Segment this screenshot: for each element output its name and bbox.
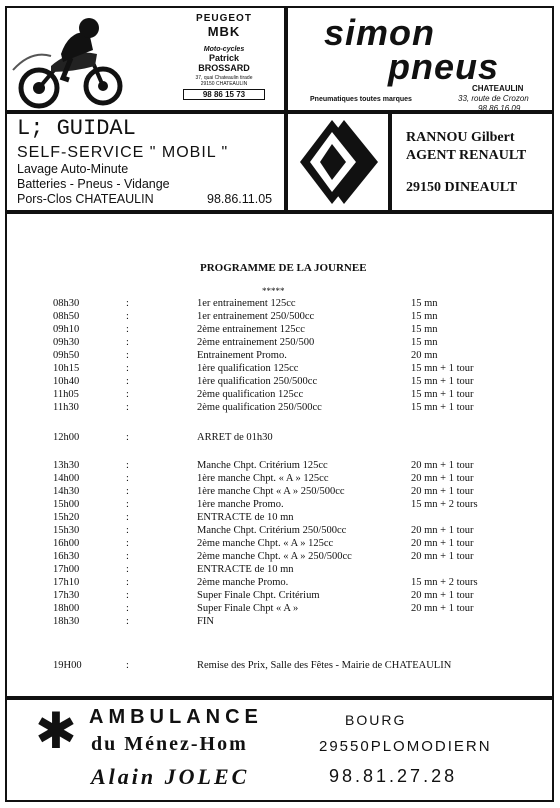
schedule-event: ENTRACTE de 10 mn	[197, 564, 294, 575]
schedule-event: Manche Chpt. Critérium 125cc	[197, 460, 328, 471]
ambulance-subtitle: du Ménez-Hom	[91, 733, 248, 755]
rannou-title: AGENT RENAULT	[406, 148, 527, 163]
schedule-separator: :	[126, 389, 129, 400]
guidal-services: Batteries - Pneus - Vidange	[17, 177, 170, 191]
schedule-event: FIN	[197, 616, 214, 627]
schedule-row	[5, 537, 525, 550]
guidal-address: Pors-Clos CHATEAULIN	[17, 192, 154, 206]
schedule-event: 1ère manche Chpt « A » 250/500cc	[197, 486, 345, 497]
simon-phone: 98.86.16.09	[478, 104, 521, 113]
schedule-row	[5, 498, 525, 511]
moto-shop-ad	[5, 6, 286, 112]
schedule-separator: :	[126, 512, 129, 523]
simon-pneus-ad	[286, 6, 554, 112]
rannou-city: 29150 DINEAULT	[406, 180, 518, 195]
schedule-row	[5, 589, 525, 602]
rannou-name: RANNOU Gilbert	[406, 130, 515, 145]
ambulance-phone: 98.81.27.28	[329, 766, 458, 786]
schedule-duration: 20 mn + 1 tour	[411, 486, 474, 497]
schedule-event: Entrainement Promo.	[197, 350, 287, 361]
schedule-separator: :	[126, 590, 129, 601]
program-stars: *****	[262, 286, 285, 296]
ambulance-owner: Alain JOLEC	[91, 764, 250, 789]
motorcycle-rider-photo	[11, 10, 129, 110]
guidal-lavage: Lavage Auto-Minute	[17, 162, 129, 176]
schedule-row	[5, 659, 525, 672]
schedule-row	[5, 310, 525, 323]
schedule-event: 2ème qualification 125cc	[197, 389, 304, 400]
moto-cycles-label: Moto-cycles	[203, 46, 245, 53]
schedule-duration: 20 mn	[411, 350, 438, 361]
schedule-event: ARRET de 01h30	[197, 432, 273, 443]
schedule-duration: 20 mn + 1 tour	[411, 473, 474, 484]
schedule-event: 1ère qualification 250/500cc	[197, 376, 318, 387]
schedule-duration: 15 mn	[411, 298, 438, 309]
schedule-separator: :	[126, 298, 129, 309]
schedule-separator: :	[126, 311, 129, 322]
schedule-time: 14h30	[53, 486, 80, 497]
schedule-event: Super Finale Chpt. Critérium	[197, 590, 320, 601]
moto-phone: 98 86 15 73	[183, 89, 265, 100]
schedule-row	[5, 511, 525, 524]
schedule-row	[5, 388, 525, 401]
schedule-row	[5, 576, 525, 589]
schedule-separator: :	[126, 473, 129, 484]
schedule-separator: :	[126, 324, 129, 335]
program-title: PROGRAMME DE LA JOURNEE	[200, 262, 367, 274]
renault-logo-box	[286, 112, 390, 212]
schedule-time: 15h00	[53, 499, 80, 510]
schedule-duration: 20 mn + 1 tour	[411, 590, 474, 601]
schedule-duration: 15 mn + 1 tour	[411, 402, 474, 413]
program-panel	[5, 212, 554, 698]
schedule-row	[5, 362, 525, 375]
guidal-name: L; GUIDAL	[17, 116, 136, 141]
schedule-row	[5, 349, 525, 362]
schedule-time: 15h20	[53, 512, 80, 523]
schedule-separator: :	[126, 486, 129, 497]
schedule-separator: :	[126, 616, 129, 627]
schedule-time: 17h00	[53, 564, 80, 575]
schedule-duration: 20 mn + 1 tour	[411, 551, 474, 562]
schedule-row	[5, 485, 525, 498]
schedule-duration: 15 mn + 1 tour	[411, 376, 474, 387]
schedule-time: 19H00	[53, 660, 82, 671]
schedule-separator: :	[126, 551, 129, 562]
simon-address: 33, route de Crozon	[458, 94, 529, 103]
moto-city: 29150 CHATEAULIN	[200, 81, 248, 87]
schedule-separator: :	[126, 376, 129, 387]
schedule-separator: :	[126, 499, 129, 510]
schedule-event: Super Finale Chpt « A »	[197, 603, 299, 614]
pneus-logo-text: pneus	[388, 46, 500, 87]
guidal-ad	[5, 112, 286, 212]
renault-diamond-icon	[288, 114, 388, 210]
schedule-time: 11h05	[53, 389, 79, 400]
schedule-time: 15h30	[53, 525, 80, 536]
schedule-event: 2ème manche Promo.	[197, 577, 289, 588]
schedule-duration: 15 mn + 2 tours	[411, 499, 478, 510]
guidal-self-service: SELF-SERVICE " MOBIL "	[17, 144, 229, 161]
schedule-row	[5, 472, 525, 485]
schedule-duration: 20 mn + 1 tour	[411, 603, 474, 614]
schedule-duration: 15 mn	[411, 324, 438, 335]
schedule-event: 2ème entrainement 250/500	[197, 337, 315, 348]
schedule-time: 10h40	[53, 376, 80, 387]
schedule-row	[5, 297, 525, 310]
schedule-separator: :	[126, 603, 129, 614]
schedule-row	[5, 459, 525, 472]
schedule-row	[5, 563, 525, 576]
schedule-duration: 20 mn + 1 tour	[411, 538, 474, 549]
schedule-event: 2ème manche Chpt. « A » 125cc	[197, 538, 334, 549]
schedule-separator: :	[126, 337, 129, 348]
schedule-time: 13h30	[53, 460, 80, 471]
schedule-time: 14h00	[53, 473, 80, 484]
mbk-brand: MBK	[207, 24, 241, 39]
schedule-row	[5, 615, 525, 628]
schedule-row	[5, 550, 525, 563]
schedule-event: 1er entrainement 125cc	[197, 298, 296, 309]
schedule-time: 10h15	[53, 363, 80, 374]
ambulance-title: AMBULANCE	[89, 706, 263, 728]
simon-tagline: Pneumatiques toutes marques	[310, 96, 412, 103]
schedule-row	[5, 375, 525, 388]
ambulance-bourg: BOURG	[345, 712, 407, 728]
asterisk-icon: ✱	[35, 702, 77, 760]
rannou-ad	[390, 112, 554, 212]
schedule-duration: 15 mn + 2 tours	[411, 577, 478, 588]
schedule-duration: 15 mn + 1 tour	[411, 389, 474, 400]
schedule-time: 18h00	[53, 603, 80, 614]
moto-address: 37, quai Chateaulin tirade	[195, 75, 253, 81]
schedule-time: 17h10	[53, 577, 80, 588]
schedule-separator: :	[126, 577, 129, 588]
peugeot-brand: PEUGEOT	[196, 13, 252, 24]
schedule-separator: :	[126, 538, 129, 549]
schedule-event: 1ère manche Chpt. « A » 125cc	[197, 473, 329, 484]
schedule-separator: :	[126, 432, 129, 443]
schedule-separator: :	[126, 460, 129, 471]
schedule-time: 08h30	[53, 298, 80, 309]
simon-city: CHATEAULIN	[472, 84, 524, 93]
schedule-duration: 20 mn + 1 tour	[411, 460, 474, 471]
schedule-time: 18h30	[53, 616, 80, 627]
schedule-separator: :	[126, 525, 129, 536]
schedule-event: ENTRACTE de 10 mn	[197, 512, 294, 523]
schedule-event: 2ème qualification 250/500cc	[197, 402, 322, 413]
schedule-duration: 20 mn + 1 tour	[411, 525, 474, 536]
schedule-event: 1ère qualification 125cc	[197, 363, 299, 374]
schedule-separator: :	[126, 363, 129, 374]
schedule-duration: 15 mn	[411, 337, 438, 348]
guidal-phone: 98.86.11.05	[207, 192, 273, 206]
schedule-duration: 15 mn + 1 tour	[411, 363, 474, 374]
schedule-row	[5, 336, 525, 349]
schedule-row	[5, 431, 525, 444]
schedule-row	[5, 602, 525, 615]
schedule-separator: :	[126, 660, 129, 671]
schedule-separator: :	[126, 564, 129, 575]
ambulance-ad	[5, 698, 554, 802]
schedule-event: 2ème entrainement 125cc	[197, 324, 305, 335]
schedule-time: 11h30	[53, 402, 79, 413]
schedule-time: 16h00	[53, 538, 80, 549]
simon-logo-text: simon	[324, 12, 436, 53]
owner-last-name: BROSSARD	[198, 63, 250, 73]
schedule-time: 09h10	[53, 324, 80, 335]
schedule-event: 2ème manche Chpt. « A » 250/500cc	[197, 551, 352, 562]
schedule-row	[5, 323, 525, 336]
schedule-time: 09h30	[53, 337, 80, 348]
schedule-event: 1er entrainement 250/500cc	[197, 311, 315, 322]
schedule-time: 16h30	[53, 551, 80, 562]
schedule-time: 17h30	[53, 590, 80, 601]
schedule-duration: 15 mn	[411, 311, 438, 322]
schedule-separator: :	[126, 402, 129, 413]
schedule-event: Manche Chpt. Critérium 250/500cc	[197, 525, 347, 536]
schedule-separator: :	[126, 350, 129, 361]
schedule-row	[5, 401, 525, 414]
schedule-event: 1ère manche Promo.	[197, 499, 284, 510]
owner-first-name: Patrick	[208, 53, 240, 63]
schedule-event: Remise des Prix, Salle des Fêtes - Mairie de CHATEAULIN	[197, 660, 452, 671]
ambulance-city: 29550PLOMODIERN	[319, 738, 492, 755]
schedule-time: 09h50	[53, 350, 80, 361]
schedule-row	[5, 524, 525, 537]
schedule-time: 08h50	[53, 311, 80, 322]
schedule-time: 12h00	[53, 432, 80, 443]
